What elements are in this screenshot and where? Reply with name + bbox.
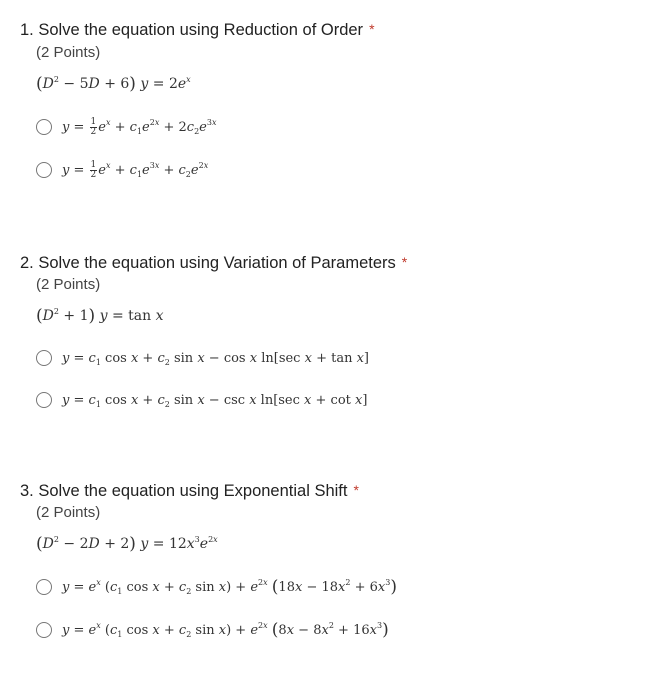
question-points: (2 Points) bbox=[36, 504, 101, 521]
question-title bbox=[20, 21, 375, 40]
radio-button[interactable] bbox=[36, 392, 52, 408]
option-text: $y = e^x$ ($c_1$ $\cos x + c_2$ $\sin x) + e^{2x}$ $(8x - 8x^2 + 16x^3)$ bbox=[62, 620, 389, 640]
radio-button[interactable] bbox=[36, 162, 52, 178]
question-title-text: 1. Solve the equation using Reduction of Order bbox=[20, 21, 364, 39]
option-text: y = $\frac{1}{2}$ $e^x + c_1e^{2x} + 2c_2e^{3x}$ bbox=[62, 116, 217, 137]
question-equation: $(D^2 - 2D + 2) y = 12x^3e^{2x}$ bbox=[36, 534, 218, 554]
radio-button[interactable] bbox=[36, 622, 52, 638]
answer-option[interactable] bbox=[36, 619, 389, 641]
question-title bbox=[20, 254, 407, 273]
option-text: $y = c_1$ $\cos x + c_2$ sin x − cos x ln[sec x + tan x] bbox=[62, 350, 369, 367]
required-mark: * bbox=[353, 482, 359, 498]
option-text: $y = e^x$ ($c_1$ $\cos x + c_2$ $\sin x) + e^{2x}$ $(18x - 18x^2 + 6x^3)$ bbox=[62, 577, 397, 597]
answer-option[interactable] bbox=[36, 389, 367, 411]
radio-button[interactable] bbox=[36, 579, 52, 595]
answer-option[interactable] bbox=[36, 347, 369, 369]
question-points: (2 Points) bbox=[36, 44, 101, 61]
option-text: $y = c_1$ $\cos x + c_2$ sin x − csc x ln[sec x + cot x] bbox=[62, 392, 368, 409]
radio-button[interactable] bbox=[36, 119, 52, 135]
answer-option[interactable] bbox=[36, 159, 208, 181]
question-points: (2 Points) bbox=[36, 276, 101, 293]
required-mark: * bbox=[401, 254, 408, 270]
question-title bbox=[20, 482, 359, 501]
question-title-text: 3. Solve the equation using Exponential Shift bbox=[20, 482, 348, 500]
answer-option[interactable] bbox=[36, 116, 216, 138]
option-text: y = $\frac{1}{2}$ $e^x + c_1e^{3x} + c_2e^{2x}$ bbox=[62, 159, 209, 180]
answer-option[interactable] bbox=[36, 576, 397, 598]
required-mark: * bbox=[369, 21, 375, 37]
question-equation: $(D^2 + 1) y = \tan x$ bbox=[36, 306, 164, 326]
question-equation: $(D^2 - 5D + 6) y = 2e^x$ bbox=[36, 74, 191, 94]
question-title-text: 2. Solve the equation using Variation of Parameters bbox=[20, 254, 396, 272]
radio-button[interactable] bbox=[36, 350, 52, 366]
